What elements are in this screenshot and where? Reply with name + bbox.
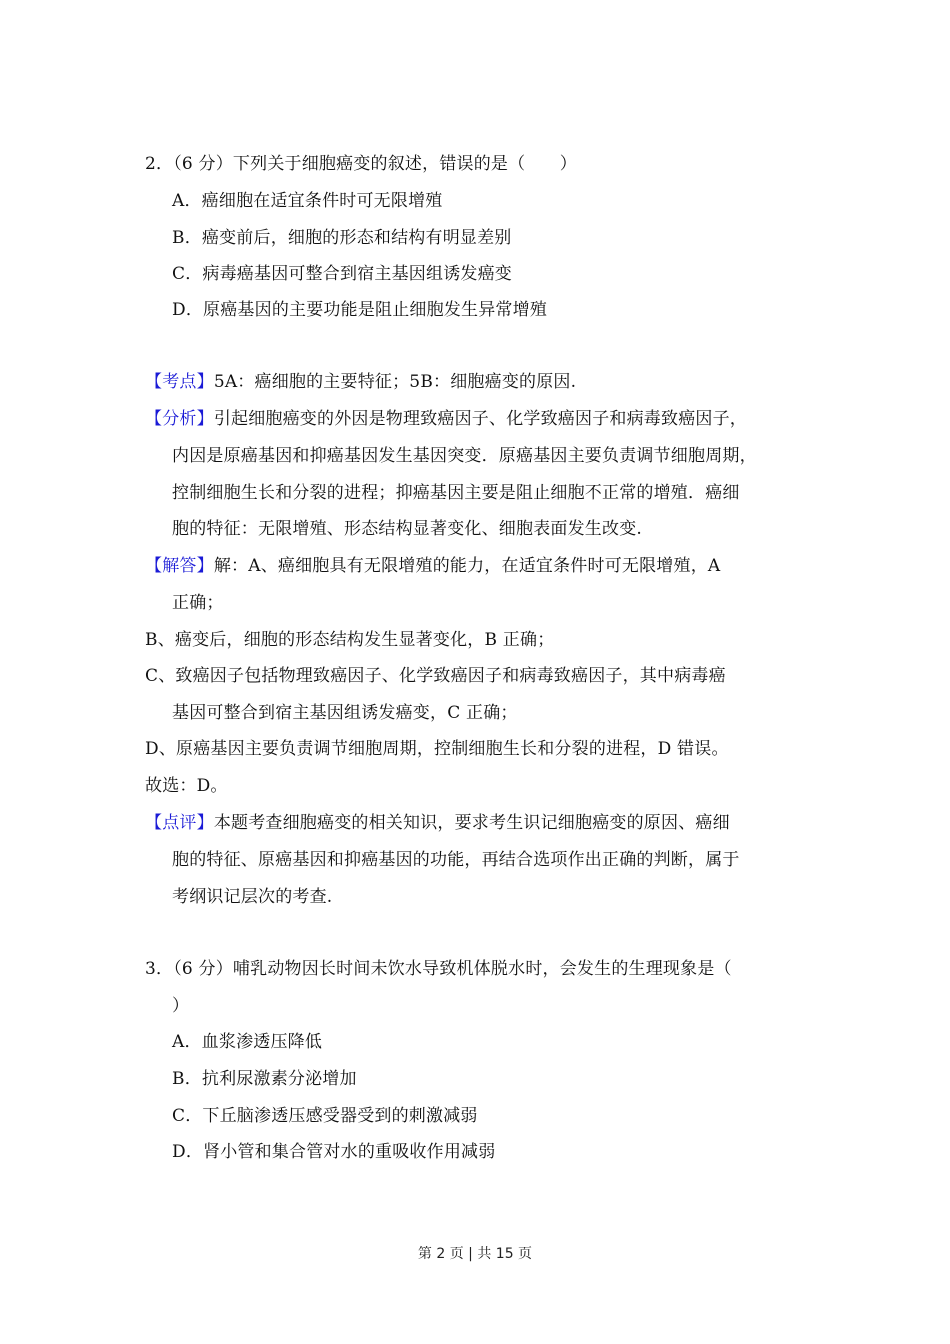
q3-option-a: A．血浆渗透压降低: [172, 1032, 323, 1052]
q2-option-b: B．癌变前后，细胞的形态和结构有明显差别: [172, 228, 512, 248]
fenxi-line-3: 控制细胞生长和分裂的进程；抑癌基因主要是阻止细胞不正常的增殖．癌细: [172, 483, 740, 503]
fenxi-line-4: 胞的特征：无限增殖、形态结构显著变化、细胞表面发生改变.: [172, 519, 643, 539]
fenxi-tag: 【分析】: [145, 409, 214, 429]
jieda-line-6: D、原癌基因主要负责调节细胞周期，控制细胞生长和分裂的进程，D 错误。: [145, 739, 729, 759]
q2-option-d: D．原癌基因的主要功能是阻止细胞发生异常增殖: [172, 300, 548, 320]
fenxi-line-1: 引起细胞癌变的外因是物理致癌因子、化学致癌因子和病毒致癌因子，: [213, 409, 748, 429]
jieda-answer: 故选：D。: [145, 776, 228, 796]
fenxi-line-2: 内因是原癌基因和抑癌基因发生基因突变．原癌基因主要负责调节细胞周期，: [172, 446, 757, 466]
dianping-tag: 【点评】: [145, 813, 214, 833]
q2-option-a: A．癌细胞在适宜条件时可无限增殖: [172, 191, 443, 211]
q3-stem-line-2: ）: [172, 996, 190, 1016]
q2-stem: 2．（6 分）下列关于细胞癌变的叙述，错误的是（ ）: [145, 154, 577, 174]
jieda-line-4: C、致癌因子包括物理致癌因子、化学致癌因子和病毒致癌因子，其中病毒癌: [145, 666, 726, 686]
q3-option-b: B．抗利尿激素分泌增加: [172, 1069, 357, 1089]
jieda-line-3: B、癌变后，细胞的形态结构发生显著变化，B 正确；: [145, 630, 555, 650]
jieda-line-1: 解：A、癌细胞具有无限增殖的能力，在适宜条件时可无限增殖，A: [213, 556, 721, 576]
jieda-line-2: 正确；: [172, 593, 224, 613]
q2-option-c: C．病毒癌基因可整合到宿主基因组诱发癌变: [172, 264, 513, 284]
q3-option-c: C．下丘脑渗透压感受器受到的刺激减弱: [172, 1106, 478, 1126]
q3-stem-line-1: 3．（6 分）哺乳动物因长时间未饮水导致机体脱水时，会发生的生理现象是（: [145, 959, 732, 979]
kaodian-section: [145, 370, 576, 394]
q3-option-d: D．肾小管和集合管对水的重吸收作用减弱: [172, 1142, 496, 1162]
dianping-section: [145, 811, 730, 835]
dianping-line-1: 本题考查细胞癌变的相关知识，要求考生识记细胞癌变的原因、癌细: [213, 813, 730, 833]
jieda-section: [145, 554, 720, 578]
fenxi-section: [145, 407, 747, 431]
dianping-line-2: 胞的特征、原癌基因和抑癌基因的功能，再结合选项作出正确的判断，属于: [172, 850, 740, 870]
kaodian-tag: 【考点】: [145, 372, 214, 392]
kaodian-text: 5A：癌细胞的主要特征；5B：细胞癌变的原因.: [213, 372, 577, 392]
page-footer: 第 2 页 | 共 15 页: [417, 1246, 533, 1262]
dianping-line-3: 考纲识记层次的考查.: [172, 887, 333, 907]
jieda-tag: 【解答】: [145, 556, 214, 576]
jieda-line-5: 基因可整合到宿主基因组诱发癌变，C 正确；: [172, 703, 518, 723]
